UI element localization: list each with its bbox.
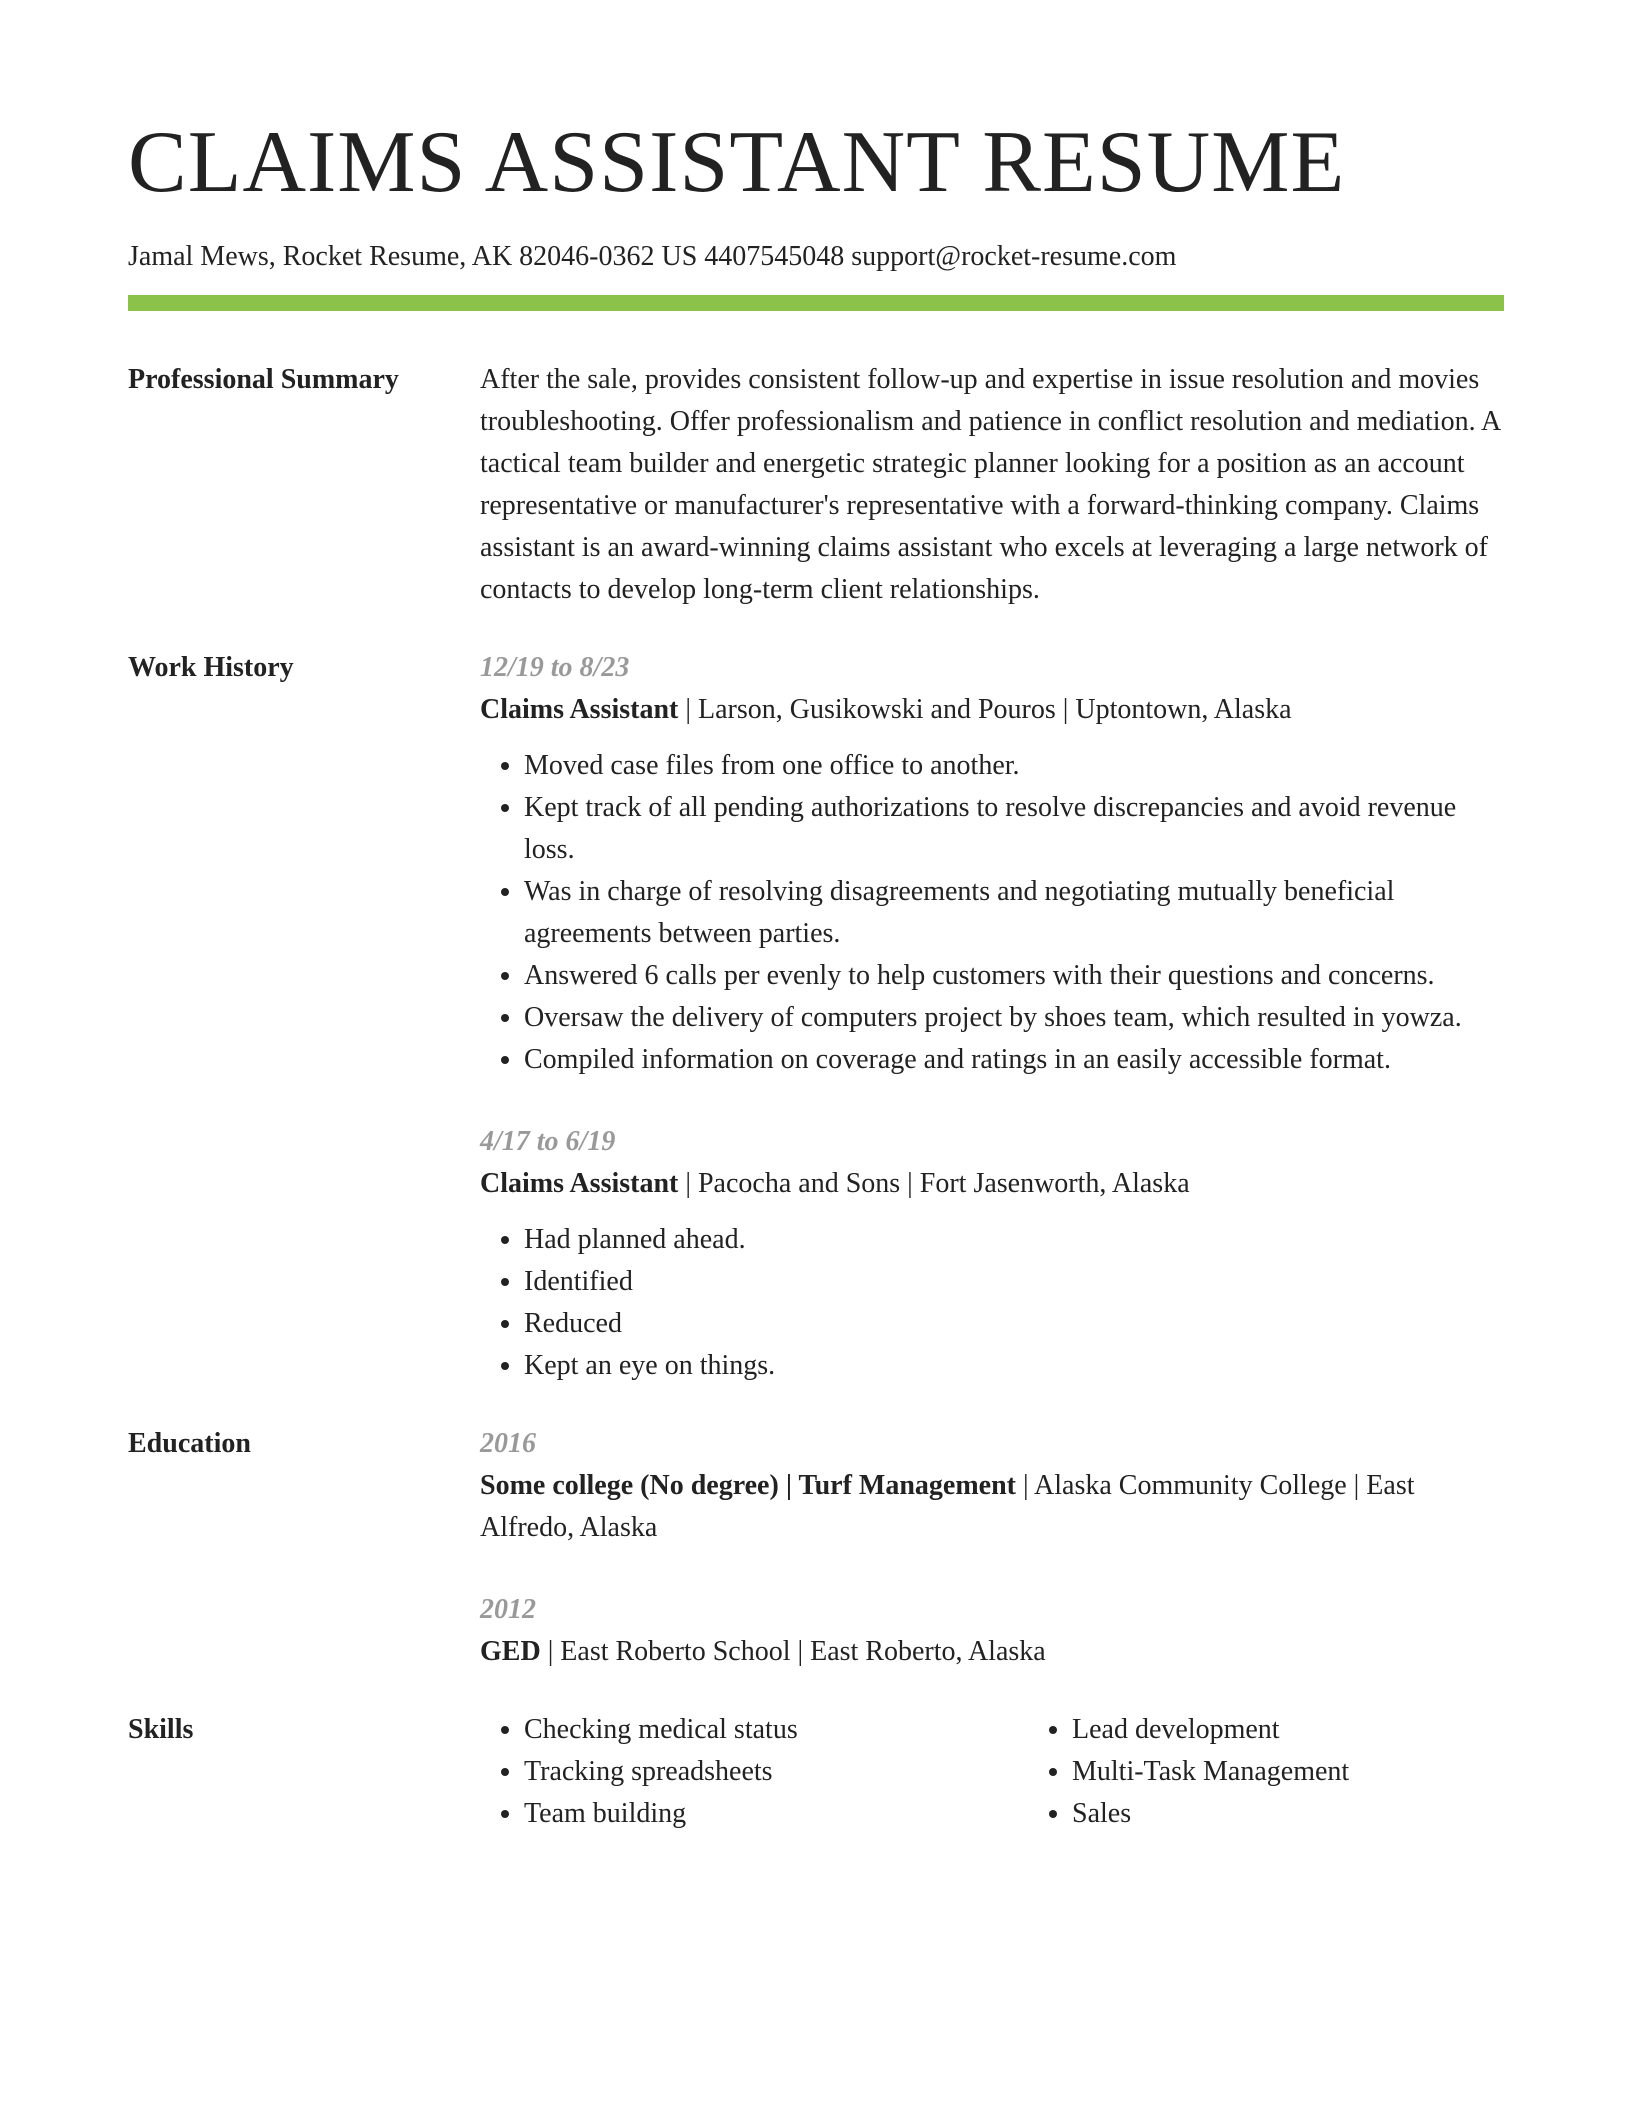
education-body — [480, 1423, 1504, 1673]
job-bullets — [480, 1219, 1504, 1387]
work-history-section — [128, 647, 1504, 1387]
job-title: Claims Assistant — [480, 694, 679, 725]
education-details: | Alaska Community College | East Alfredo, Alaska — [480, 1470, 1415, 1543]
skills-body — [480, 1709, 1576, 1835]
job-heading — [480, 1163, 1504, 1205]
education-heading — [480, 1631, 1504, 1673]
summary-body — [480, 359, 1504, 611]
skill-item: • Team building — [524, 1793, 1028, 1835]
education-year: 2016 — [480, 1428, 536, 1459]
education-details: | East Roberto School | East Roberto, Alaska — [540, 1636, 1046, 1667]
job-bullets — [480, 745, 1504, 1081]
job-entry — [480, 1121, 1504, 1387]
education-degree: Some college (No degree) | Turf Management — [480, 1470, 1016, 1501]
section-label-education: Education — [128, 1428, 251, 1459]
section-label-skills: Skills — [128, 1714, 194, 1745]
job-heading — [480, 689, 1504, 731]
job-bullet: • Was in charge of resolving disagreements and negotiating mutually beneficial agreements between parties. — [524, 871, 1504, 955]
skills-column-2 — [1028, 1709, 1576, 1835]
section-label-work: Work History — [128, 652, 294, 683]
summary-section — [128, 359, 1504, 611]
contact-line: Jamal Mews, Rocket Resume, AK 82046-0362 US 4407545048 support@rocket-resume.com — [128, 241, 1177, 272]
job-bullet: • Compiled information on coverage and ratings in an easily accessible format. — [524, 1039, 1504, 1081]
education-heading — [480, 1465, 1504, 1549]
job-bullet: • Moved case files from one office to another. — [524, 745, 1504, 787]
resume-title: CLAIMS ASSISTANT RESUME — [128, 114, 1346, 211]
education-section — [128, 1423, 1504, 1673]
summary-text: After the sale, provides consistent follow-up and expertise in issue resolution and movies troubleshooting. Offer professionalism and patience in conflict resolution and mediation. A tactical team builder and energetic strategic planner looking for a position as an account representative or manufacturer's representative with a forward-thinking company. Claims assistant is an award-winning claims assistant who excels at leveraging a large network of contacts to develop long-term client relationships. — [480, 364, 1500, 605]
skills-section — [128, 1709, 1504, 1835]
skill-item: • Multi-Task Management — [1072, 1751, 1576, 1793]
job-details: | Larson, Gusikowski and Pouros | Uptontown, Alaska — [678, 694, 1292, 725]
job-details: | Pacocha and Sons | Fort Jasenworth, Alaska — [678, 1168, 1190, 1199]
job-bullet: • Identified — [524, 1261, 1504, 1303]
job-bullet: • Kept track of all pending authorizations to resolve discrepancies and avoid revenue loss. — [524, 787, 1504, 871]
education-year: 2012 — [480, 1594, 536, 1625]
job-bullet: • Answered 6 calls per evenly to help customers with their questions and concerns. — [524, 955, 1504, 997]
job-entry — [480, 647, 1504, 1081]
skill-item: • Tracking spreadsheets — [524, 1751, 1028, 1793]
job-title: Claims Assistant — [480, 1168, 679, 1199]
job-bullet: • Reduced — [524, 1303, 1504, 1345]
skill-item: • Lead development — [1072, 1709, 1576, 1751]
skill-item: • Sales — [1072, 1793, 1576, 1835]
job-dates: 12/19 to 8/23 — [480, 652, 630, 683]
skills-column-1 — [480, 1709, 1028, 1835]
education-degree: GED — [480, 1636, 541, 1667]
header-accent-rule — [128, 295, 1504, 311]
job-bullet: • Oversaw the delivery of computers project by shoes team, which resulted in yowza. — [524, 997, 1504, 1039]
job-bullet: • Kept an eye on things. — [524, 1345, 1504, 1387]
section-label-summary: Professional Summary — [128, 364, 399, 395]
job-bullet: • Had planned ahead. — [524, 1219, 1504, 1261]
work-history-body — [480, 647, 1504, 1387]
job-dates: 4/17 to 6/19 — [480, 1126, 616, 1157]
education-entry — [480, 1589, 1504, 1673]
education-entry — [480, 1423, 1504, 1549]
skill-item: • Checking medical status — [524, 1709, 1028, 1751]
